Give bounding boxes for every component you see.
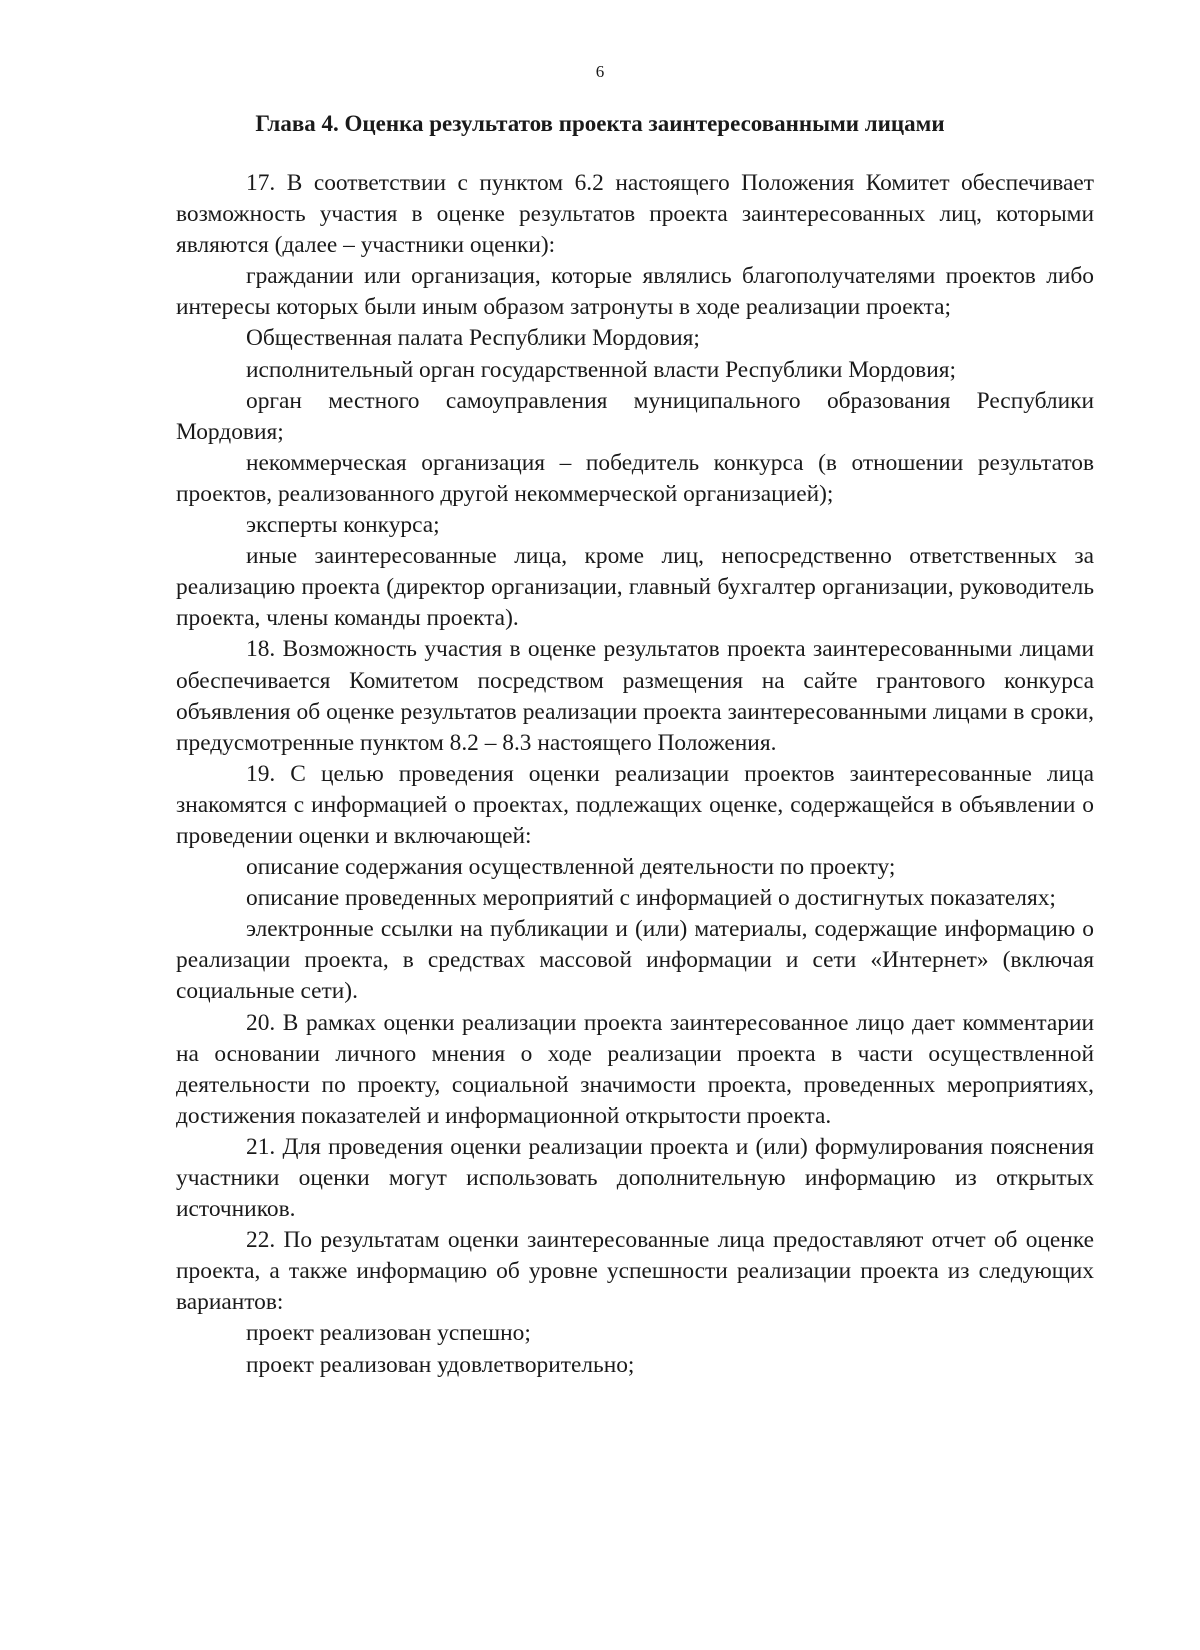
paragraph: 21. Для проведения оценки реализации проекта и (или) формулирования пояснения участники оценки могут использовать дополнительную информацию из открытых источников. <box>176 1133 1094 1223</box>
paragraph: Общественная палата Республики Мордовия; <box>246 325 700 352</box>
paragraph: 20. В рамках оценки реализации проекта заинтересованное лицо дает комментарии на основании личного мнения о ходе реализации проекта в части осуществленной деятельности по проекту, социальной значимости проекта, проведенных мероприятиях, достижения показателей и информационной открытости проекта. <box>176 1009 1094 1129</box>
paragraph: проект реализован успешно; <box>246 1320 531 1347</box>
document-body <box>176 168 1094 1381</box>
paragraph: орган местного самоуправления муниципального образования Республики Мордовия; <box>176 387 1094 445</box>
paragraph: иные заинтересованные лица, кроме лиц, непосредственно ответственных за реализацию проекта (директор организации, главный бухгалтер организации, руководитель проекта, члены команды проекта). <box>176 543 1094 632</box>
paragraph: 22. По результатам оценки заинтересованные лица предоставляют отчет об оценке проекта, а также информацию об уровне успешности реализации проекта из следующих вариантов: <box>176 1227 1094 1316</box>
paragraph: исполнительный орган государственной власти Республики Мордовия; <box>246 356 956 383</box>
paragraph: проект реализован удовлетворительно; <box>246 1351 635 1378</box>
paragraph: 17. В соответствии с пунктом 6.2 настоящего Положения Комитет обеспечивает возможность участия в оценке результатов проекта заинтересованных лиц, которыми являются (далее – участники оценки): <box>176 170 1094 259</box>
paragraph: описание содержания осуществленной деятельности по проекту; <box>246 854 896 881</box>
paragraph: 19. С целью проведения оценки реализации проектов заинтересованные лица знакомятся с информацией о проектах, подлежащих оценке, содержащейся в объявлении о проведении оценки и включающей: <box>176 760 1094 849</box>
page-number: 6 <box>595 62 605 81</box>
paragraph: 18. Возможность участия в оценке результатов проекта заинтересованными лицами обеспечивается Комитетом посредством размещения на сайте грантового конкурса объявления об оценке результатов реализации проекта заинтересованными лицами в сроки, предусмотренные пунктом 8.2 – 8.3 настоящего Положения. <box>176 636 1094 756</box>
paragraph: описание проведенных мероприятий с информацией о достигнутых показателях; <box>246 885 1056 912</box>
chapter-title: Глава 4. Оценка результатов проекта заинтересованными лицами <box>255 111 945 136</box>
paragraph: некоммерческая организация – победитель конкурса (в отношении результатов проектов, реализованного другой некоммерческой организацией); <box>176 449 1094 507</box>
paragraph: эксперты конкурса; <box>246 512 440 539</box>
paragraph: граждании или организация, которые являлись благополучателями проектов либо интересы которых были иным образом затронуты в ходе реализации проекта; <box>176 263 1094 321</box>
paragraph: электронные ссылки на публикации и (или) материалы, содержащие информацию о реализации проекта, в средствах массовой информации и сети «Интернет» (включая социальные сети). <box>176 916 1094 1005</box>
